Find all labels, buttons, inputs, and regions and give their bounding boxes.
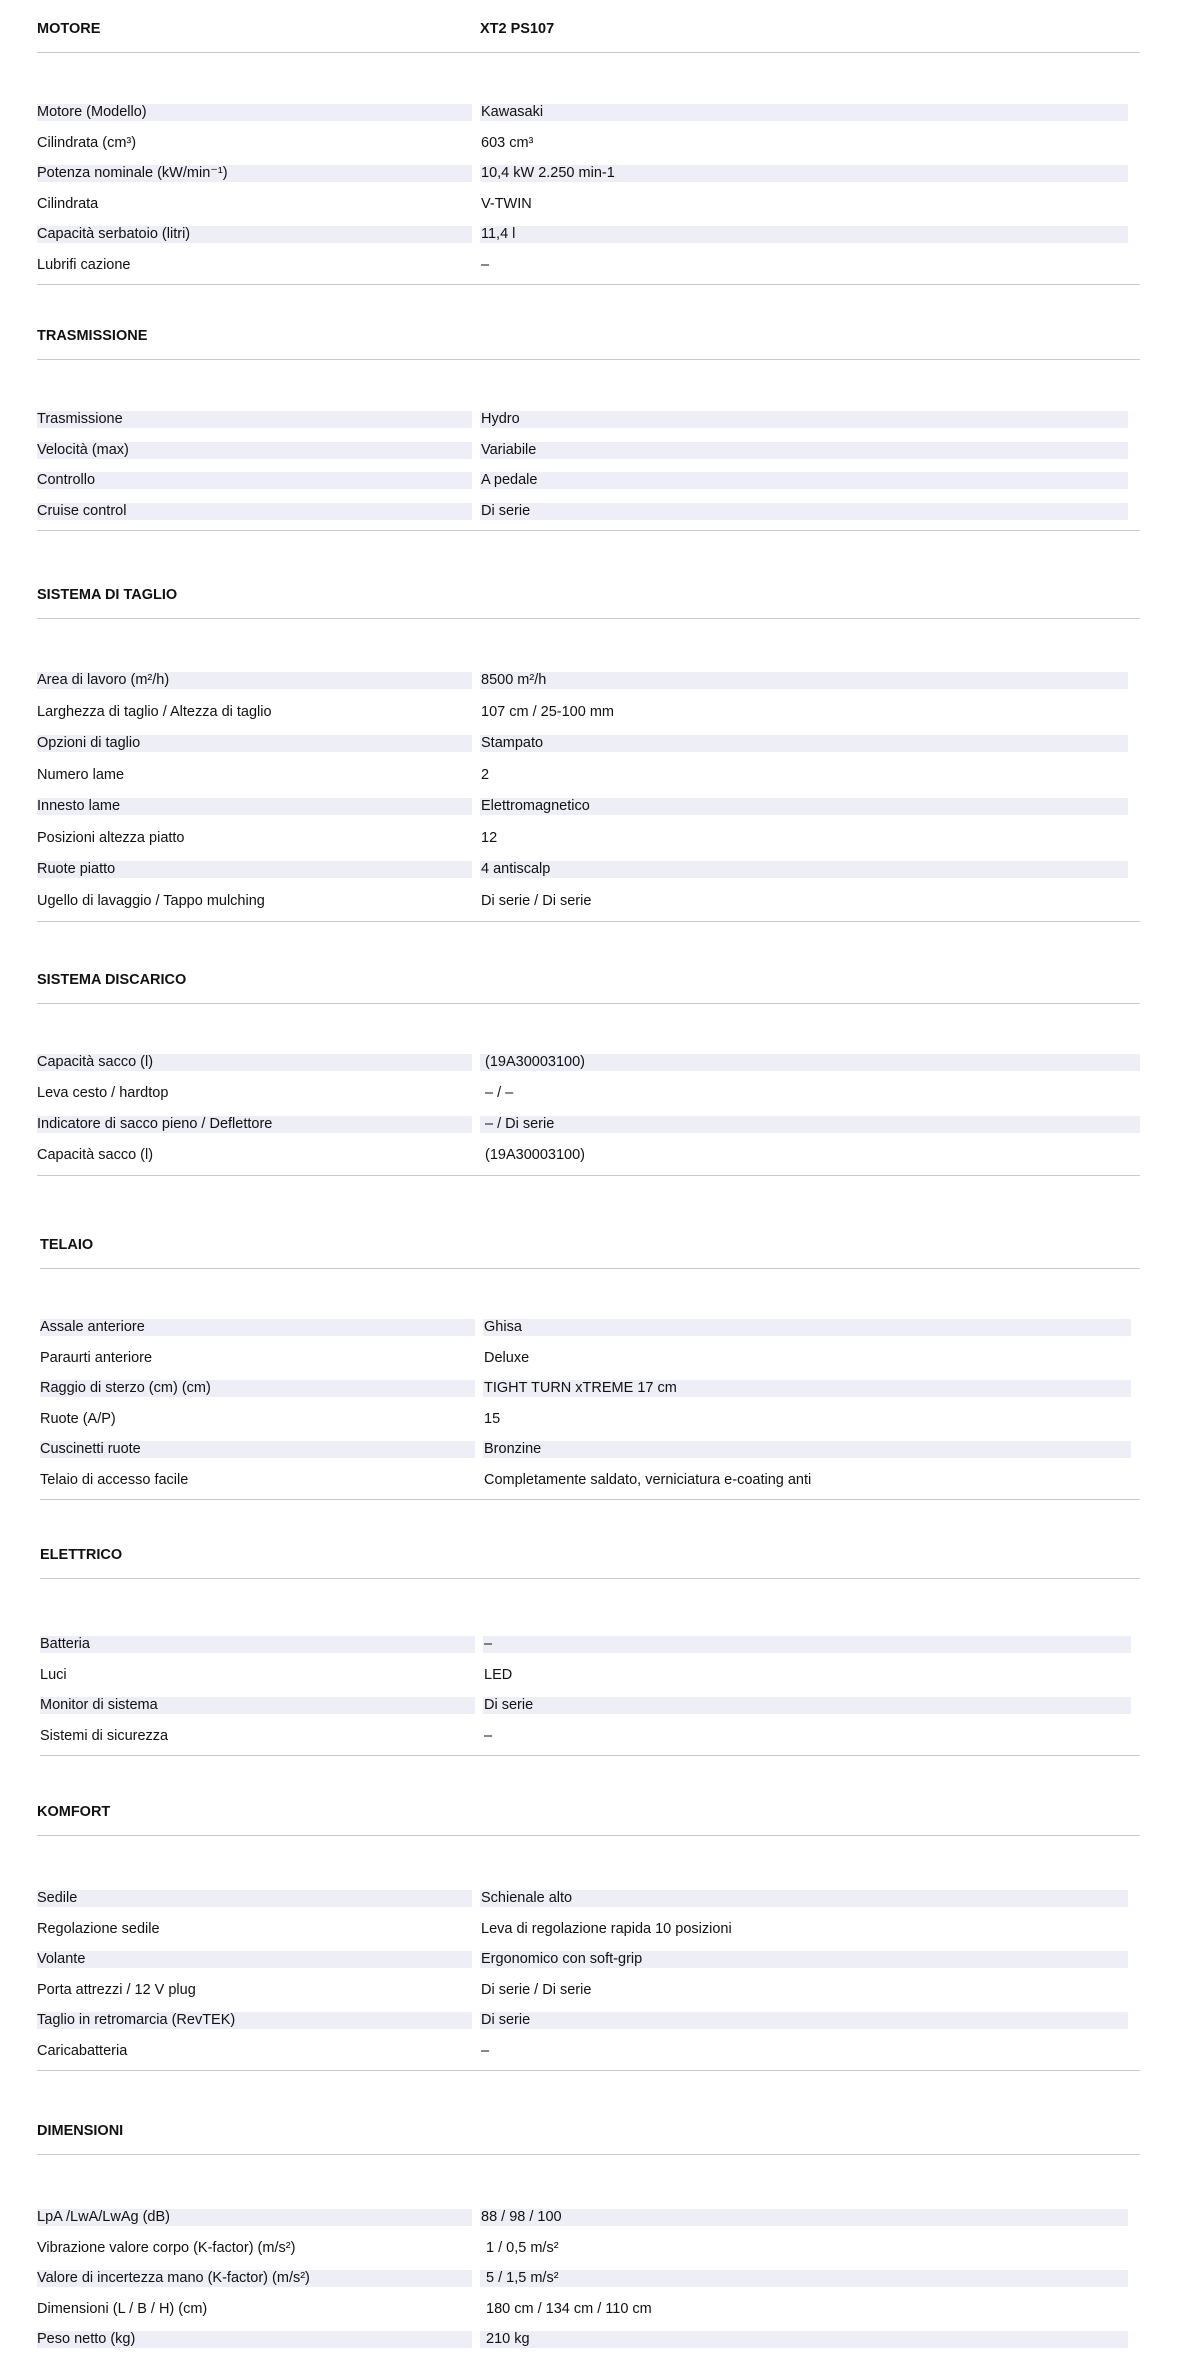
spec-label: Capacità serbatoio (litri) — [37, 226, 472, 243]
section-title: DIMENSIONI — [37, 2122, 124, 2139]
spec-value: 8500 m²/h — [480, 672, 1128, 689]
spec-value: Bronzine — [483, 1441, 1131, 1458]
divider — [37, 618, 1140, 619]
spec-label: Controllo — [37, 472, 472, 489]
spec-value: 12 — [481, 829, 498, 846]
spec-label: Dimensioni (L / B / H) (cm) — [37, 2300, 208, 2317]
spec-value: 11,4 l — [480, 226, 1128, 243]
spec-value: – — [483, 1636, 1131, 1653]
spec-label: Ugello di lavaggio / Tappo mulching — [37, 892, 265, 909]
spec-label: Caricabatteria — [37, 2042, 128, 2059]
spec-label: Volante — [37, 1951, 472, 1968]
spec-label: Raggio di sterzo (cm) (cm) — [40, 1380, 475, 1397]
spec-value: Schienale alto — [480, 1890, 1128, 1907]
spec-row — [37, 158, 1140, 189]
spec-label: Numero lame — [37, 766, 125, 783]
spec-row — [37, 854, 1140, 886]
section-title: MOTORE — [37, 20, 101, 37]
divider — [37, 530, 1140, 531]
spec-label: Innesto lame — [37, 798, 472, 815]
spec-value: Di serie / Di serie — [481, 892, 592, 909]
spec-row — [37, 1944, 1140, 1975]
spec-value: – — [481, 256, 490, 273]
section-header — [37, 2116, 1140, 2145]
spec-row — [40, 1690, 1140, 1721]
spec-table — [37, 665, 1140, 917]
spec-row — [37, 1883, 1140, 1914]
spec-label: LpA /LwA/LwAg (dB) — [37, 2209, 472, 2226]
divider — [37, 1003, 1140, 1004]
spec-value: Di serie / Di serie — [481, 1981, 592, 1998]
spec-row — [37, 128, 1140, 159]
spec-row — [37, 697, 1140, 729]
spec-label: Trasmissione — [37, 411, 472, 428]
section-header — [40, 1540, 1140, 1569]
spec-label: Batteria — [40, 1636, 475, 1653]
spec-row — [40, 1434, 1140, 1465]
spec-label: Monitor di sistema — [40, 1697, 475, 1714]
spec-row — [37, 97, 1140, 128]
section-elettrico — [40, 1540, 1140, 1756]
spec-label: Sistemi di sicurezza — [40, 1727, 169, 1744]
spec-row — [37, 2233, 1140, 2264]
spec-row — [40, 1312, 1140, 1343]
section-header — [37, 14, 1140, 43]
section-komfort — [37, 1797, 1140, 2071]
spec-table — [40, 1312, 1140, 1495]
spec-value: Di serie — [483, 1697, 1131, 1714]
spec-value: Variabile — [480, 442, 1128, 459]
spec-label: Area di lavoro (m²/h) — [37, 672, 472, 689]
spec-value: Di serie — [480, 503, 1128, 520]
spec-table — [37, 404, 1140, 526]
section-title: SISTEMA DISCARICO — [37, 971, 187, 988]
spec-row — [37, 2324, 1140, 2355]
spec-row — [37, 219, 1140, 250]
spec-value: 210 kg — [480, 2331, 1128, 2348]
section-header — [37, 580, 1140, 609]
spec-value: – — [484, 1727, 493, 1744]
spec-label: Opzioni di taglio — [37, 735, 472, 752]
spec-row — [40, 1721, 1140, 1752]
spec-label: Cilindrata (cm³) — [37, 134, 137, 151]
section-header — [37, 321, 1140, 350]
spec-row — [40, 1404, 1140, 1435]
spec-row — [37, 823, 1140, 855]
model-name: XT2 PS107 — [480, 20, 555, 37]
spec-label: Taglio in retromarcia (RevTEK) — [37, 2012, 472, 2029]
spec-row — [37, 1975, 1140, 2006]
spec-row — [37, 1109, 1140, 1140]
spec-row — [37, 886, 1140, 918]
spec-table — [40, 1629, 1140, 1751]
spec-row — [37, 2036, 1140, 2067]
section-motore — [37, 14, 1140, 285]
divider — [37, 921, 1140, 922]
spec-label: Indicatore di sacco pieno / Deflettore — [37, 1116, 472, 1133]
section-header — [40, 1230, 1140, 1259]
spec-value: 107 cm / 25-100 mm — [481, 703, 614, 720]
section-title: ELETTRICO — [40, 1546, 123, 1563]
spec-row — [37, 1914, 1140, 1945]
divider — [37, 2154, 1140, 2155]
spec-label: Sedile — [37, 1890, 472, 1907]
spec-value: LED — [484, 1666, 513, 1683]
spec-value: 10,4 kW 2.250 min-1 — [480, 165, 1128, 182]
spec-value: 88 / 98 / 100 — [480, 2209, 1128, 2226]
spec-value: V-TWIN — [481, 195, 532, 212]
spec-row — [40, 1465, 1140, 1496]
section-title: TRASMISSIONE — [37, 327, 148, 344]
divider — [37, 1175, 1140, 1176]
section-telaio — [40, 1230, 1140, 1500]
spec-label: Luci — [40, 1666, 67, 1683]
spec-label: Cilindrata — [37, 195, 99, 212]
section-title: TELAIO — [40, 1236, 94, 1253]
divider — [40, 1578, 1140, 1579]
spec-row — [37, 496, 1140, 527]
spec-label: Posizioni altezza piatto — [37, 829, 185, 846]
spec-label: Vibrazione valore corpo (K-factor) (m/s²) — [37, 2239, 296, 2256]
spec-label: Leva cesto / hardtop — [37, 1085, 169, 1101]
spec-label: Regolazione sedile — [37, 1920, 160, 1937]
divider — [37, 52, 1140, 53]
divider — [37, 2070, 1140, 2071]
spec-label: Assale anteriore — [40, 1319, 475, 1336]
spec-value: Elettromagnetico — [480, 798, 1128, 815]
spec-row — [37, 1078, 1140, 1109]
spec-row — [37, 2294, 1140, 2325]
spec-label: Peso netto (kg) — [37, 2331, 472, 2348]
spec-row — [37, 665, 1140, 697]
spec-value: 2 — [481, 766, 490, 783]
section-sistema-di-taglio — [37, 580, 1140, 922]
spec-row — [37, 1047, 1140, 1078]
spec-value: 5 / 1,5 m/s² — [480, 2270, 1128, 2287]
spec-row — [37, 2005, 1140, 2036]
spec-value: – / Di serie — [480, 1116, 1140, 1133]
spec-label: Ruote piatto — [37, 861, 472, 878]
spec-row — [40, 1373, 1140, 1404]
spec-value: Di serie — [480, 2012, 1128, 2029]
spec-row — [37, 435, 1140, 466]
spec-row — [37, 404, 1140, 435]
spec-label: Valore di incertezza mano (K-factor) (m/s²) — [37, 2270, 472, 2287]
spec-value: 15 — [484, 1410, 501, 1427]
divider — [37, 359, 1140, 360]
spec-value: Stampato — [480, 735, 1128, 752]
divider — [40, 1268, 1140, 1269]
spec-label: Motore (Modello) — [37, 104, 472, 121]
spec-row — [37, 1140, 1140, 1171]
spec-value: Completamente saldato, verniciatura e-coating anti — [484, 1471, 812, 1488]
spec-table — [37, 1883, 1140, 2066]
section-trasmissione — [37, 321, 1140, 531]
spec-value: Leva di regolazione rapida 10 posizioni — [481, 1920, 732, 1937]
spec-row — [37, 465, 1140, 496]
spec-label: Ruote (A/P) — [40, 1410, 116, 1427]
spec-value: 4 antiscalp — [480, 861, 1128, 878]
spec-label: Lubrifi cazione — [37, 256, 131, 273]
spec-table — [37, 1047, 1140, 1171]
spec-value: Hydro — [480, 411, 1128, 428]
spec-row — [37, 2202, 1140, 2233]
spec-label: Potenza nominale (kW/min⁻¹) — [37, 165, 472, 182]
spec-row — [40, 1629, 1140, 1660]
spec-value: 1 / 0,5 m/s² — [486, 2239, 559, 2256]
divider — [40, 1499, 1140, 1500]
divider — [37, 1835, 1140, 1836]
spec-value: TIGHT TURN xTREME 17 cm — [483, 1380, 1131, 1397]
spec-label: Cuscinetti ruote — [40, 1441, 475, 1458]
spec-value: Kawasaki — [480, 104, 1128, 121]
spec-row — [37, 2263, 1140, 2294]
section-title: SISTEMA DI TAGLIO — [37, 586, 178, 603]
spec-row — [37, 760, 1140, 792]
spec-table — [37, 97, 1140, 280]
section-dimensioni — [37, 2116, 1140, 2355]
spec-label: Cruise control — [37, 503, 472, 520]
section-header — [37, 1797, 1140, 1826]
spec-value: (19A30003100) — [485, 1147, 585, 1163]
spec-row — [37, 791, 1140, 823]
spec-value: Ghisa — [483, 1319, 1131, 1336]
section-title: KOMFORT — [37, 1803, 111, 1820]
spec-label: Telaio di accesso facile — [40, 1471, 189, 1488]
spec-value: (19A30003100) — [480, 1054, 1140, 1071]
spec-row — [37, 250, 1140, 281]
spec-value: 180 cm / 134 cm / 110 cm — [486, 2300, 652, 2317]
spec-label: Porta attrezzi / 12 V plug — [37, 1981, 196, 1998]
divider — [40, 1755, 1140, 1756]
spec-value: A pedale — [480, 472, 1128, 489]
spec-table — [37, 2202, 1140, 2355]
spec-label: Paraurti anteriore — [40, 1349, 153, 1366]
spec-row — [37, 728, 1140, 760]
spec-value: – — [481, 2042, 490, 2059]
divider — [37, 284, 1140, 285]
spec-value: Ergonomico con soft-grip — [480, 1951, 1128, 1968]
spec-value: 603 cm³ — [481, 134, 534, 151]
spec-label: Larghezza di taglio / Altezza di taglio — [37, 703, 272, 720]
section-sistema-discarico — [37, 965, 1140, 1176]
spec-value: Deluxe — [484, 1349, 530, 1366]
spec-row — [40, 1660, 1140, 1691]
spec-label: Capacità sacco (l) — [37, 1147, 154, 1163]
spec-row — [40, 1343, 1140, 1374]
spec-value: – / – — [485, 1085, 514, 1101]
spec-label: Capacità sacco (l) — [37, 1054, 472, 1071]
spec-row — [37, 189, 1140, 220]
spec-label: Velocità (max) — [37, 442, 472, 459]
section-header — [37, 965, 1140, 994]
